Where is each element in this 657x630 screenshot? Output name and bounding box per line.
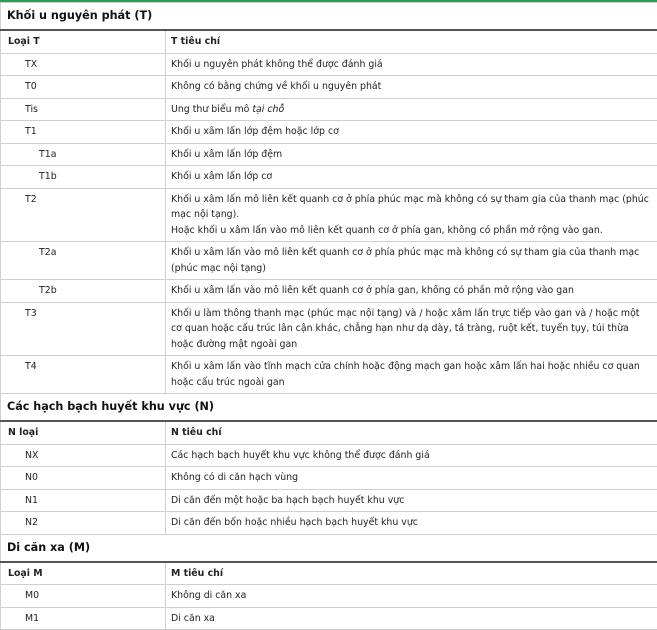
table-row xyxy=(1,467,657,490)
category-code: Tis xyxy=(1,98,166,121)
table-row xyxy=(1,121,657,144)
table-row xyxy=(1,53,657,76)
table-row xyxy=(1,76,657,99)
column-header-criteria: N tiêu chí xyxy=(166,421,657,444)
column-header-row-n xyxy=(1,421,657,444)
category-code: M0 xyxy=(1,585,166,608)
criteria-text: Di căn đến một hoặc ba hạch bạch huyết khu vực xyxy=(166,489,657,512)
criteria-text: Di căn xa xyxy=(166,607,657,630)
column-header-criteria: T tiêu chí xyxy=(166,30,657,53)
table-row xyxy=(1,356,657,394)
section-header-m xyxy=(1,534,657,562)
category-code: T4 xyxy=(1,356,166,394)
category-code: T2b xyxy=(1,280,166,303)
table-row xyxy=(1,188,657,242)
criteria-text: Khối u nguyên phát không thể được đánh giá xyxy=(166,53,657,76)
category-code: T0 xyxy=(1,76,166,99)
criteria-text: Không có bằng chứng về khối u nguyên phát xyxy=(166,76,657,99)
criteria-text: Di căn đến bốn hoặc nhiều hạch bạch huyết khu vực xyxy=(166,512,657,535)
column-header-category: N loại xyxy=(1,421,166,444)
category-code: NX xyxy=(1,444,166,467)
table-row xyxy=(1,444,657,467)
criteria-text: Khối u xâm lấn vào mô liên kết quanh cơ ở phía phúc mạc mà không có sự tham gia của thanh mạc (phúc mạc nội tạng) xyxy=(166,242,657,280)
category-code: T1b xyxy=(1,166,166,189)
section-title-t: Khối u nguyên phát (T) xyxy=(1,3,657,31)
column-header-category: Loại M xyxy=(1,562,166,585)
criteria-text: Khối u xâm lấn vào mô liên kết quanh cơ ở phía gan, không có phần mở rộng vào gan xyxy=(166,280,657,303)
category-code: M1 xyxy=(1,607,166,630)
column-header-row-t xyxy=(1,30,657,53)
section-header-t xyxy=(1,3,657,31)
section-title-m: Di căn xa (M) xyxy=(1,534,657,562)
section-title-n: Các hạch bạch huyết khu vực (N) xyxy=(1,394,657,422)
criteria-text: Khối u xâm lấn lớp cơ xyxy=(166,166,657,189)
criteria-text: Khối u xâm lấn lớp đệm hoặc lớp cơ xyxy=(166,121,657,144)
column-header-row-m xyxy=(1,562,657,585)
column-header-category: Loại T xyxy=(1,30,166,53)
category-code: N1 xyxy=(1,489,166,512)
criteria-text: Ung thư biểu mô xyxy=(171,104,252,115)
column-header-criteria: M tiêu chí xyxy=(166,562,657,585)
table-row xyxy=(1,242,657,280)
category-code: T2 xyxy=(1,188,166,242)
category-code: TX xyxy=(1,53,166,76)
table-row xyxy=(1,280,657,303)
category-code: N0 xyxy=(1,467,166,490)
criteria-cell xyxy=(166,188,657,242)
category-code: T1 xyxy=(1,121,166,144)
category-code: T3 xyxy=(1,302,166,356)
table-row xyxy=(1,302,657,356)
table-row xyxy=(1,512,657,535)
table-row xyxy=(1,489,657,512)
criteria-text: Khối u làm thông thanh mạc (phúc mạc nội tạng) và / hoặc xâm lấn trực tiếp vào gan và / hoặc một cơ quan hoặc cấu trúc lân cận khác, chẳng hạn như dạ dày, tá tràng, ruột kết, tuyến tụy, túi thừa hoặc đường mật ngoài gan xyxy=(166,302,657,356)
criteria-text: Khối u xâm lấn mô liên kết quanh cơ ở phía phúc mạc mà không có sự tham gia của thanh mạc (phúc mạc nội tạng). xyxy=(171,192,653,223)
category-code: T2a xyxy=(1,242,166,280)
table-row xyxy=(1,166,657,189)
criteria-text: Không di căn xa xyxy=(166,585,657,608)
criteria-text: Các hạch bạch huyết khu vực không thể được đánh giá xyxy=(166,444,657,467)
criteria-cell xyxy=(166,98,657,121)
criteria-text-italic: tại chỗ xyxy=(252,104,284,115)
staging-table xyxy=(0,2,657,630)
criteria-text-alt: Hoặc khối u xâm lấn vào mô liên kết quanh cơ ở phía gan, không có phần mở rộng vào gan. xyxy=(171,223,653,239)
table-row xyxy=(1,607,657,630)
table-row xyxy=(1,585,657,608)
criteria-text: Không có di căn hạch vùng xyxy=(166,467,657,490)
table-row xyxy=(1,143,657,166)
category-code: T1a xyxy=(1,143,166,166)
table-row xyxy=(1,98,657,121)
section-header-n xyxy=(1,394,657,422)
criteria-text: Khối u xâm lấn vào tĩnh mạch cửa chính hoặc động mạch gan hoặc xâm lấn hai hoặc nhiều cơ quan hoặc cấu trúc ngoài gan xyxy=(166,356,657,394)
criteria-text: Khối u xâm lấn lớp đệm xyxy=(166,143,657,166)
category-code: N2 xyxy=(1,512,166,535)
